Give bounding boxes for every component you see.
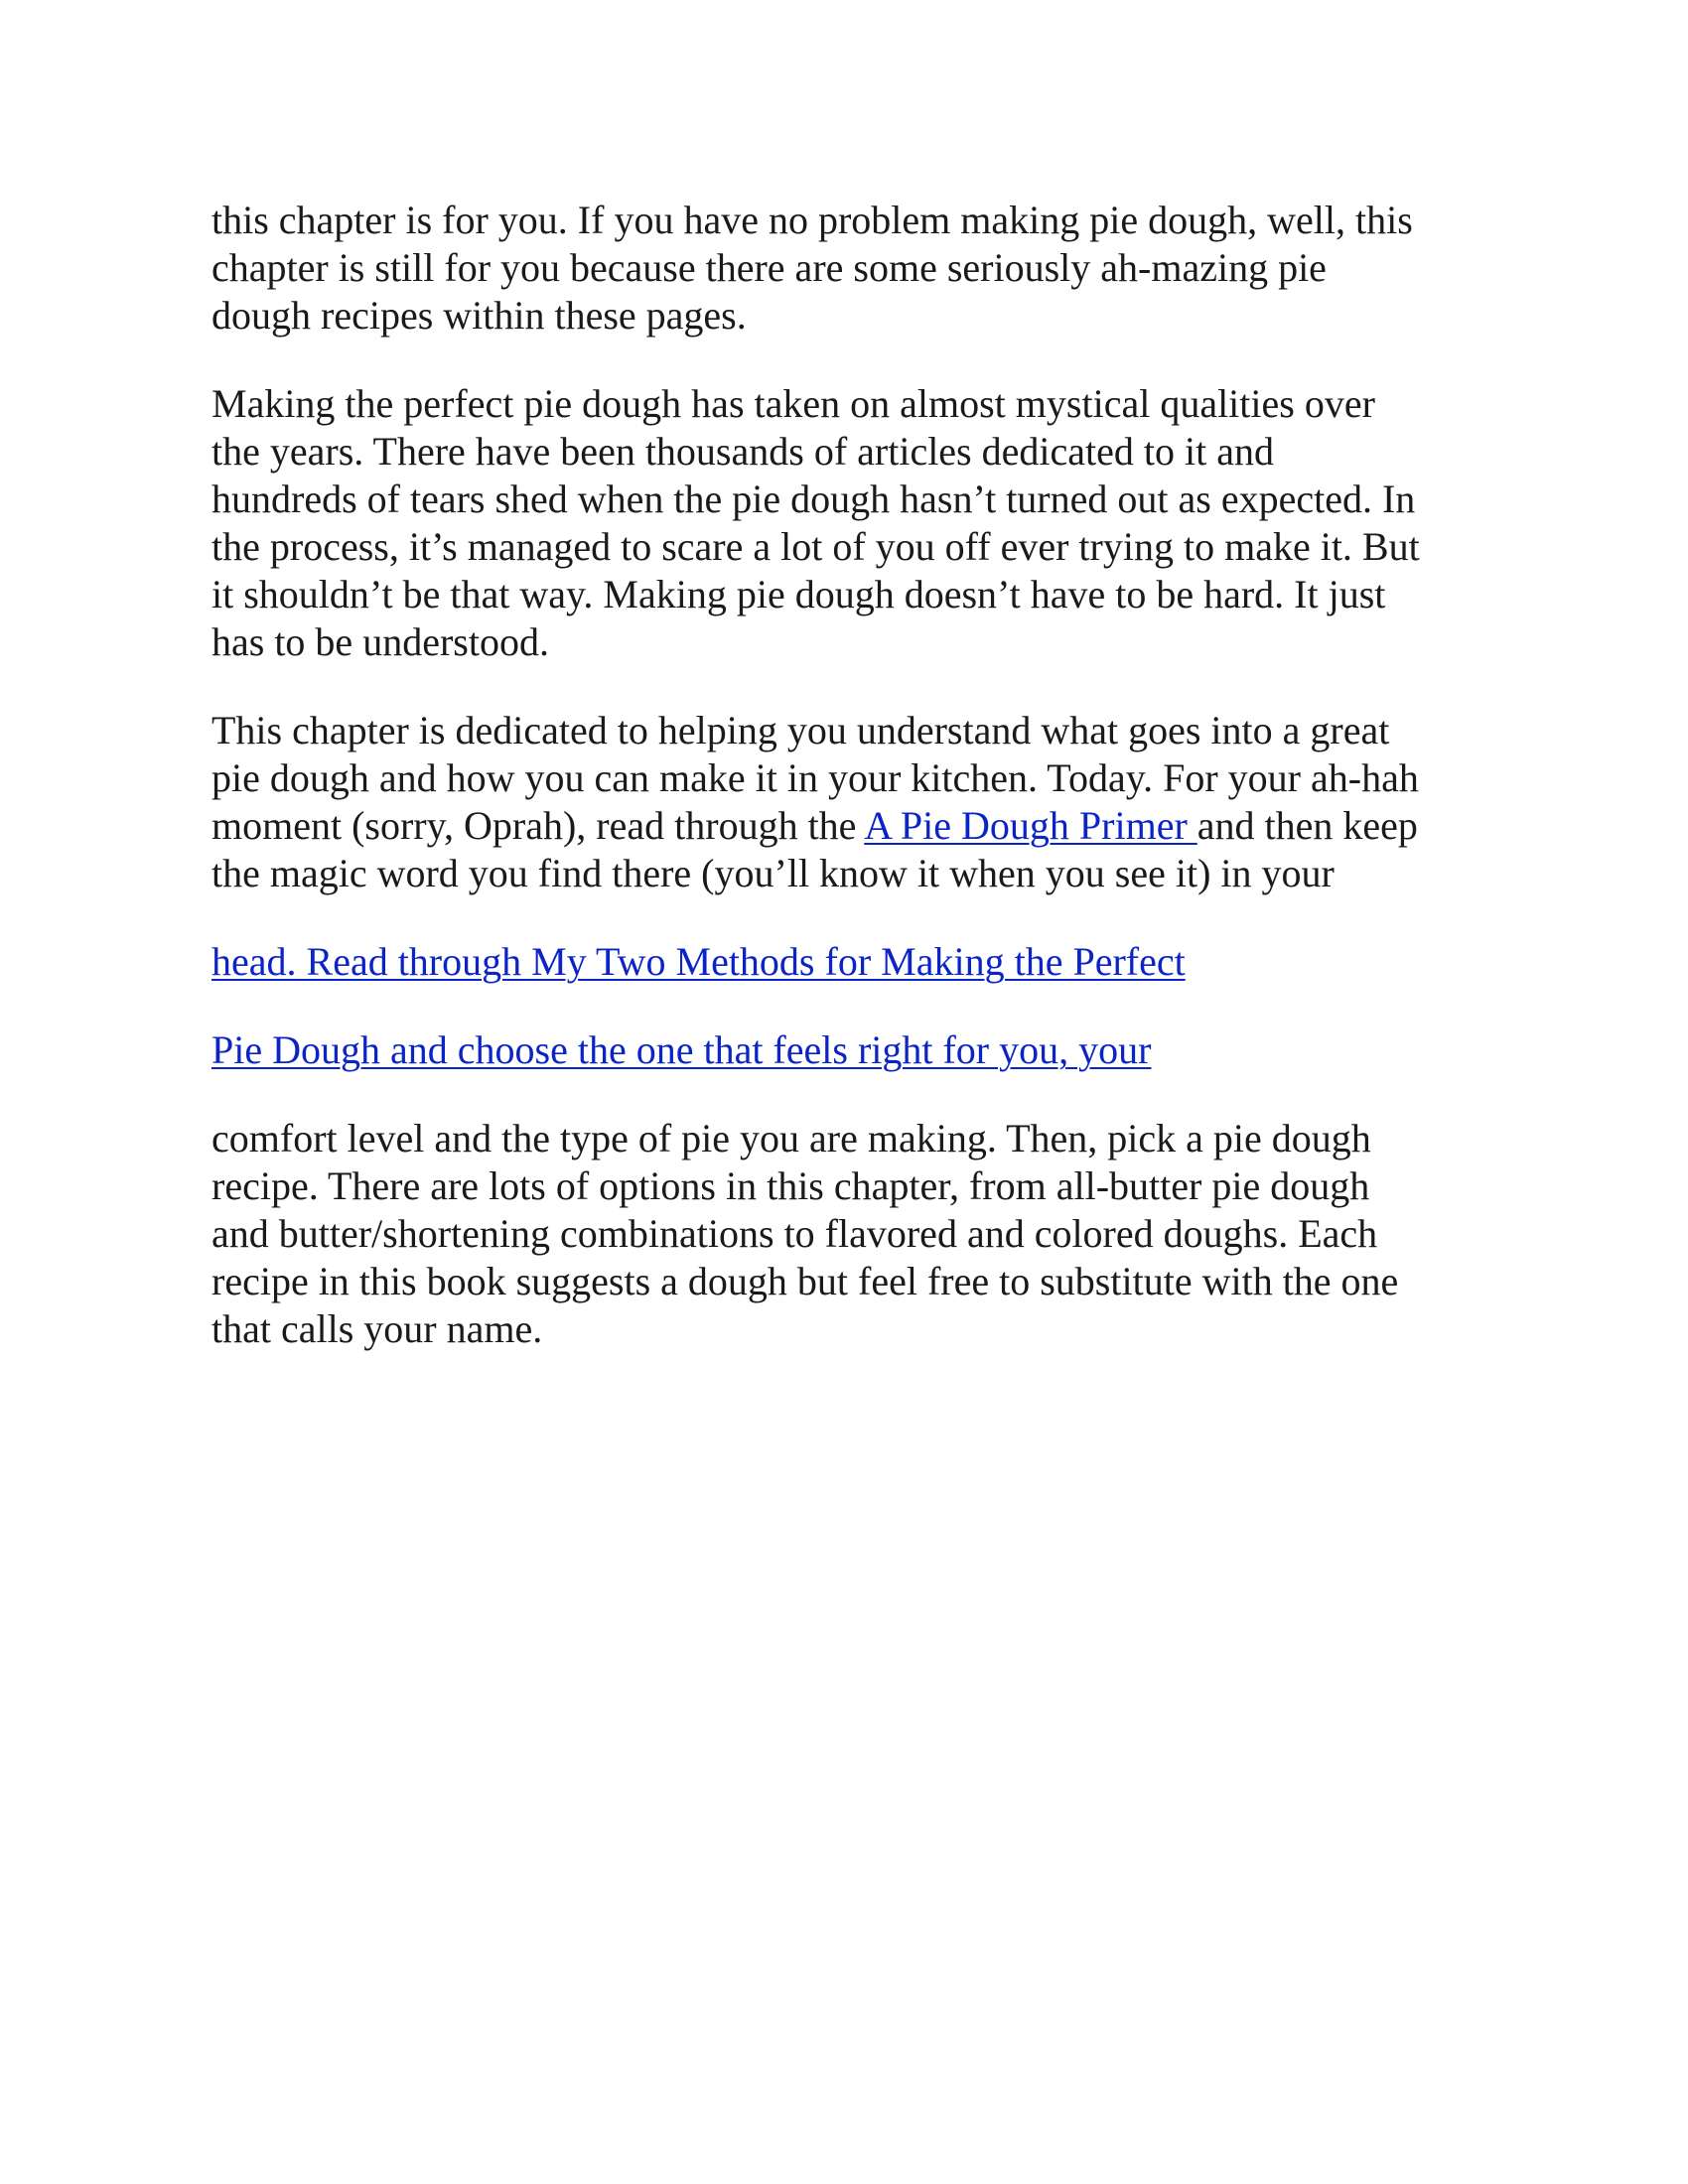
- paragraph-line: the magic word you find there (you’ll know it when you see it) in your: [211, 851, 1335, 895]
- paragraph-line: and butter/shortening combinations to flavored and colored doughs. Each: [211, 1211, 1378, 1256]
- paragraph-line-with-link: [211, 802, 1502, 850]
- paragraph-line: the process, it’s managed to scare a lot of you off ever trying to make it. But: [211, 524, 1420, 569]
- text-before-link: moment (sorry, Oprah), read through the: [211, 803, 865, 848]
- paragraph-line: pie dough and how you can make it in your kitchen. Today. For your ah-hah: [211, 755, 1419, 800]
- paragraph-line: Making the perfect pie dough has taken on almost mystical qualities over: [211, 381, 1375, 426]
- paragraph-line: comfort level and the type of pie you are making. Then, pick a pie dough: [211, 1116, 1371, 1160]
- paragraph-chapter-dedication: [211, 707, 1502, 897]
- paragraph-line: recipe in this book suggests a dough but feel free to substitute with the one: [211, 1259, 1399, 1303]
- document-page: [211, 197, 1502, 1394]
- paragraph-line: the years. There have been thousands of articles dedicated to it and: [211, 429, 1274, 474]
- paragraph-line: recipe. There are lots of options in this chapter, from all-butter pie dough: [211, 1163, 1370, 1208]
- link-paragraph-methods: [211, 938, 1502, 986]
- paragraph-line: hundreds of tears shed when the pie dough hasn’t turned out as expected. In: [211, 477, 1416, 521]
- paragraph-pick-recipe: [211, 1115, 1502, 1353]
- paragraph-line: this chapter is for you. If you have no problem making pie dough, well, this: [211, 198, 1413, 242]
- two-methods-link[interactable]: head. Read through My Two Methods for Making the Perfect: [211, 939, 1186, 984]
- paragraph-line: chapter is still for you because there are some seriously ah-mazing pie: [211, 245, 1327, 290]
- paragraph-line: that calls your name.: [211, 1306, 543, 1351]
- text-after-link: and then keep: [1196, 803, 1418, 848]
- paragraph-line: dough recipes within these pages.: [211, 293, 747, 338]
- paragraph-perfect-dough: [211, 380, 1502, 666]
- link-paragraph-choose: [211, 1026, 1502, 1074]
- pie-dough-primer-link[interactable]: A Pie Dough Primer: [864, 803, 1197, 848]
- paragraph-line: has to be understood.: [211, 619, 549, 664]
- paragraph-line: it shouldn’t be that way. Making pie dough doesn’t have to be hard. It just: [211, 572, 1386, 616]
- paragraph-intro: [211, 197, 1502, 340]
- paragraph-line: This chapter is dedicated to helping you understand what goes into a great: [211, 708, 1390, 752]
- choose-dough-link[interactable]: Pie Dough and choose the one that feels right for you, your: [211, 1027, 1152, 1072]
